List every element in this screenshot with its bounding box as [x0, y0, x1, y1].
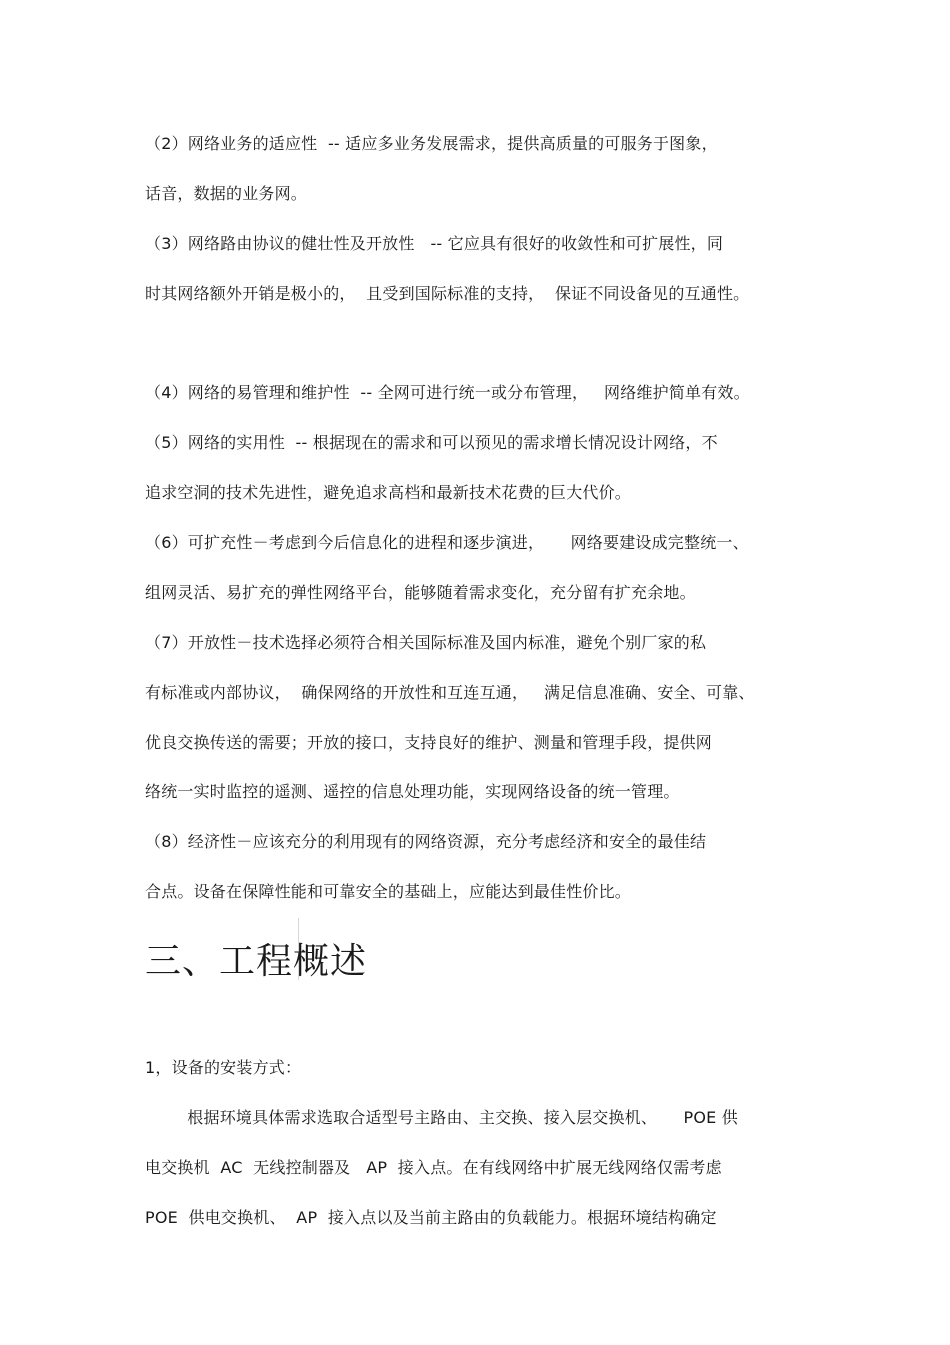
paragraph-line: 组网灵活、易扩充的弹性网络平台，能够随着需求变化，充分留有扩充余地。 — [145, 583, 696, 602]
paragraph-line: （2）网络业务的适应性 -- 适应多业务发展需求，提供高质量的可服务于图象， — [145, 134, 718, 153]
paragraph-line: （3）网络路由协议的健壮性及开放性 -- 它应具有很好的收敛性和可扩展性，同 — [145, 234, 724, 253]
paragraph-line: （4）网络的易管理和维护性 -- 全网可进行统一或分布管理， 网络维护简单有效。 — [145, 383, 750, 402]
paragraph-line: 时其网络额外开销是极小的， 且受到国际标准的支持， 保证不同设备见的互通性。 — [145, 284, 750, 303]
section-line: 1，设备的安装方式： — [145, 1058, 302, 1077]
paragraph-line: 优良交换传送的需要；开放的接口，支持良好的维护、测量和管理手段，提供网 — [145, 733, 713, 752]
paragraph-line: 追求空洞的技术先进性，避免追求高档和最新技术花费的巨大代价。 — [145, 483, 632, 502]
section-line: 根据环境具体需求选取合适型号主路由、主交换、接入层交换机、 POE 供 — [145, 1108, 738, 1127]
section-line: 电交换机 AC 无线控制器及 AP 接入点。在有线网络中扩展无线网络仅需考虑 — [145, 1158, 722, 1177]
section-heading: 三、工程概述 — [145, 941, 368, 982]
section-line: POE 供电交换机、 AP 接入点以及当前主路由的负载能力。根据环境结构确定 — [145, 1208, 717, 1227]
paragraph-line: 话音，数据的业务网。 — [145, 184, 308, 203]
paragraph-line: （5）网络的实用性 -- 根据现在的需求和可以预见的需求增长情况设计网络，不 — [145, 433, 718, 452]
paragraph-line: （7）开放性－技术选择必须符合相关国际标准及国内标准，避免个别厂家的私 — [145, 633, 707, 652]
paragraph-line: 络统一实时监控的遥测、遥控的信息处理功能，实现网络设备的统一管理。 — [145, 782, 680, 801]
paragraph-line: 有标准或内部协议， 确保网络的开放性和互连互通， 满足信息准确、安全、可靠、 — [145, 683, 755, 702]
paragraph-line: 合点。设备在保障性能和可靠安全的基础上，应能达到最佳性价比。 — [145, 882, 632, 901]
paragraph-line: （6）可扩充性－考虑到今后信息化的进程和逐步演进， 网络要建设成完整统一、 — [145, 533, 749, 552]
paragraph-line: （8）经济性－应该充分的利用现有的网络资源，充分考虑经济和安全的最佳结 — [145, 832, 707, 851]
